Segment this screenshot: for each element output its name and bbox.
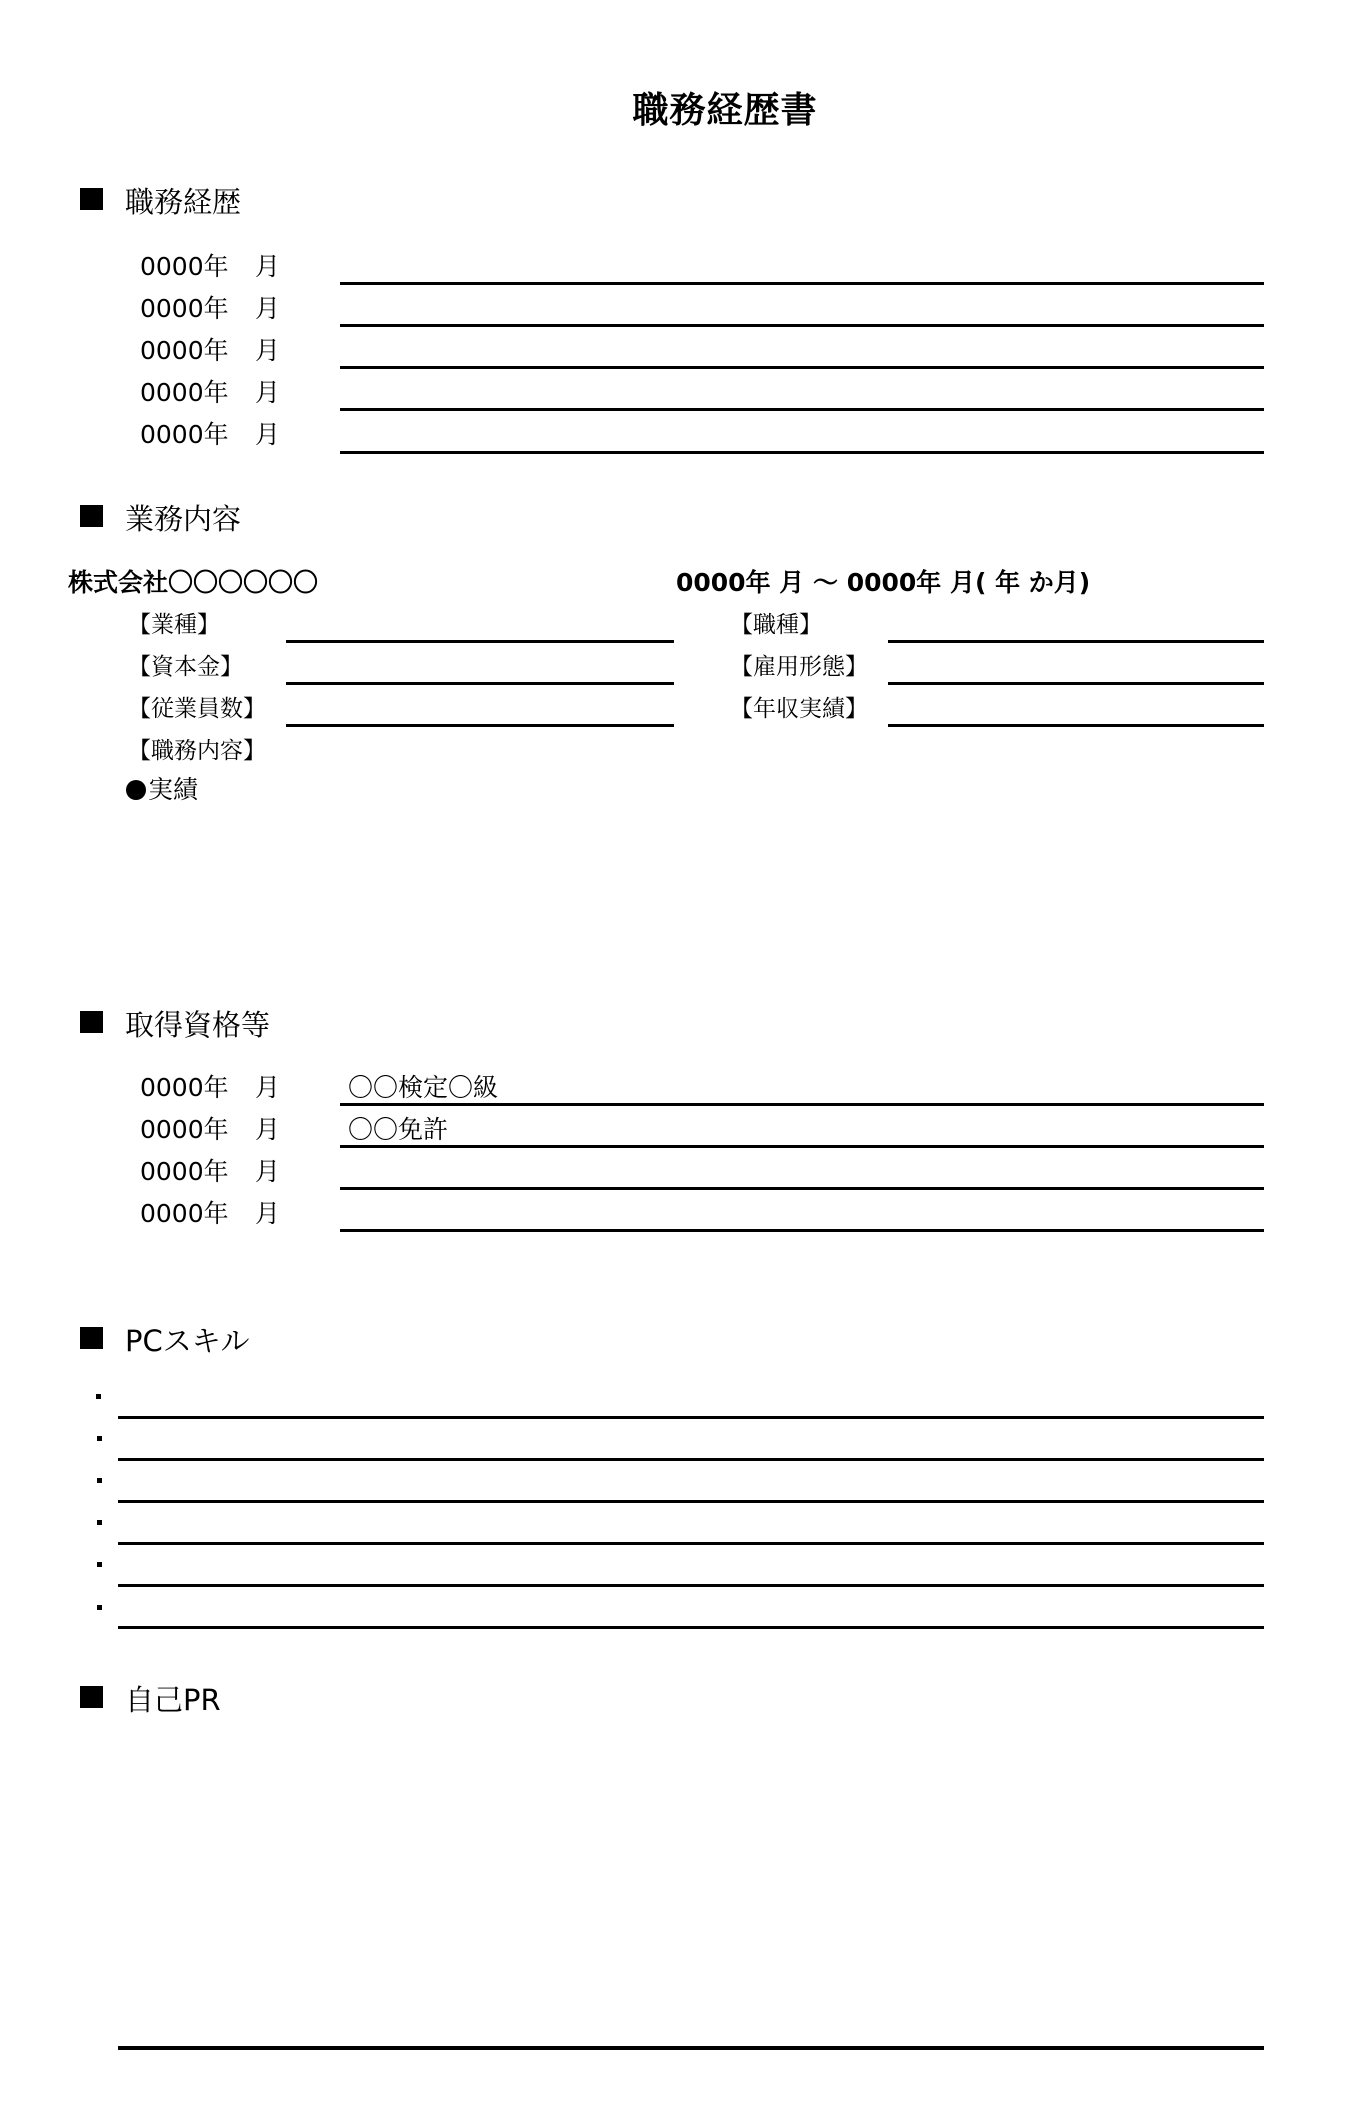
row-year: 0000年 — [140, 378, 229, 407]
row-content[interactable]: 〇〇免許 — [348, 1115, 449, 1144]
entry-line — [340, 1229, 1264, 1232]
duties-label: 【職務内容】 — [128, 738, 266, 764]
row-year: 0000年 — [140, 420, 229, 449]
achievements-item — [126, 770, 198, 806]
bullet-square-icon — [97, 1562, 102, 1567]
section-marker-icon — [80, 1327, 103, 1349]
row-month: 月 — [255, 1199, 281, 1228]
field-label-job-type: 【職種】 — [730, 612, 822, 638]
row-month: 月 — [255, 378, 281, 407]
bullet-circle-icon — [126, 780, 146, 800]
row-year: 0000年 — [140, 336, 229, 365]
row-year: 0000年 — [140, 1115, 229, 1144]
entry-line — [340, 1103, 1264, 1106]
field-line-annual-income[interactable] — [888, 724, 1264, 727]
employment-period: 0000年 月 ～ 0000年 月( 年 か月) — [676, 568, 1091, 597]
section-marker-icon — [80, 188, 103, 210]
row-year: 0000年 — [140, 294, 229, 323]
row-year: 0000年 — [140, 252, 229, 281]
row-month: 月 — [255, 420, 281, 449]
row-month: 月 — [255, 1157, 281, 1186]
section-heading: 自己PR — [125, 1683, 221, 1717]
company-name: 株式会社〇〇〇〇〇〇 — [68, 568, 319, 597]
entry-line — [118, 1458, 1264, 1461]
entry-line — [118, 1584, 1264, 1587]
entry-line — [118, 1416, 1264, 1419]
field-label-annual-income: 【年収実績】 — [730, 696, 868, 722]
field-line-industry[interactable] — [286, 640, 674, 643]
entry-line — [340, 1187, 1264, 1190]
row-month: 月 — [255, 1115, 281, 1144]
entry-line — [340, 324, 1264, 327]
self-pr-content[interactable] — [125, 1740, 1265, 2030]
bullet-square-icon — [97, 1478, 102, 1483]
entry-line — [340, 282, 1264, 285]
section-heading: PCスキル — [125, 1324, 250, 1358]
entry-line — [118, 1626, 1264, 1629]
row-year: 0000年 — [140, 1073, 229, 1102]
bullet-square-icon — [96, 1394, 101, 1399]
entry-line — [340, 451, 1264, 454]
entry-line — [340, 408, 1264, 411]
document-title: 職務経歴書 — [632, 90, 818, 131]
field-line-employment-type[interactable] — [888, 682, 1264, 685]
section-marker-icon — [80, 1686, 103, 1708]
field-label-capital: 【資本金】 — [128, 654, 243, 680]
section-marker-icon — [80, 1011, 103, 1033]
field-label-employment-type: 【雇用形態】 — [730, 654, 868, 680]
field-line-job-type[interactable] — [888, 640, 1264, 643]
row-month: 月 — [255, 336, 281, 365]
entry-line — [118, 1500, 1264, 1503]
entry-line — [118, 2046, 1264, 2050]
bullet-square-icon — [97, 1520, 102, 1525]
row-month: 月 — [255, 252, 281, 281]
bullet-square-icon — [97, 1436, 102, 1441]
section-heading: 取得資格等 — [125, 1008, 271, 1042]
field-line-capital[interactable] — [286, 682, 674, 685]
section-heading: 職務経歴 — [125, 185, 242, 219]
row-content[interactable]: 〇〇検定〇級 — [348, 1073, 499, 1102]
bullet-square-icon — [97, 1605, 102, 1610]
row-month: 月 — [255, 1073, 281, 1102]
entry-line — [340, 366, 1264, 369]
achievements-label: 実績 — [148, 775, 199, 804]
row-year: 0000年 — [140, 1199, 229, 1228]
field-label-industry: 【業種】 — [128, 612, 220, 638]
section-heading: 業務内容 — [125, 502, 242, 536]
row-month: 月 — [255, 294, 281, 323]
field-label-employees: 【従業員数】 — [128, 696, 266, 722]
entry-line — [118, 1542, 1264, 1545]
entry-line — [340, 1145, 1264, 1148]
field-line-employees[interactable] — [286, 724, 674, 727]
section-marker-icon — [80, 505, 103, 527]
row-year: 0000年 — [140, 1157, 229, 1186]
